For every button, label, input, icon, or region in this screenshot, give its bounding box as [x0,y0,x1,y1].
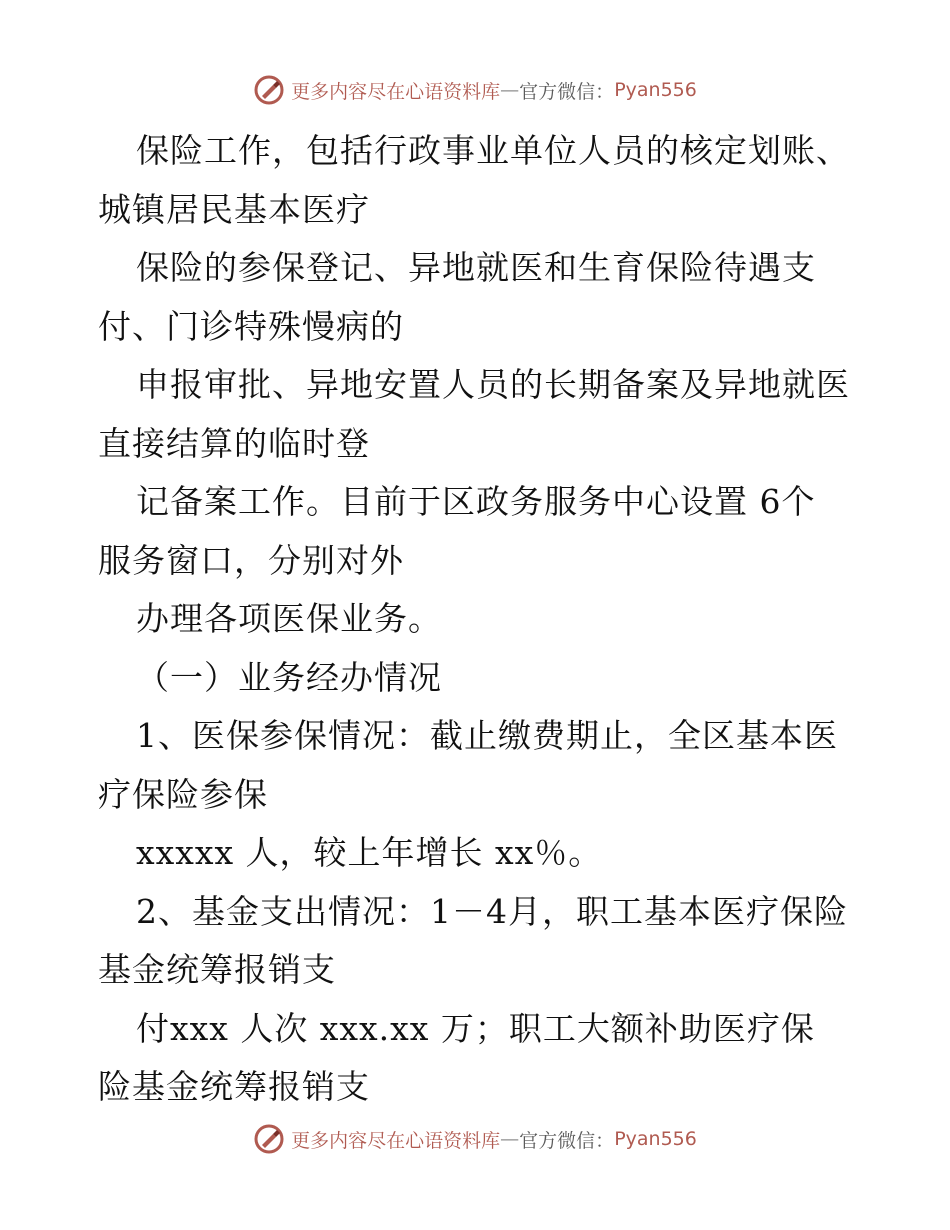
text-line: 保险的参保登记、异地就医和生育保险待遇支 [136,248,816,287]
text-line: 付xxx 人次 xxx.xx 万；职工大额补助医疗保 [136,1008,815,1048]
text-line: 基金统筹报销支 [98,950,336,989]
page-header-banner [0,70,950,110]
logo-icon [253,1123,285,1155]
logo-icon [253,74,285,106]
banner-wechat-label: 官方微信： [519,80,615,103]
text-line: 申报审批、异地安置人员的长期备案及异地就医 [136,365,850,404]
page-footer-banner [0,1119,950,1159]
banner-dash: — [500,79,520,101]
text-line: 保险工作，包括行政事业单位人员的核定划账、 [136,131,850,170]
text-line: 险基金统筹报销支 [98,1067,370,1106]
text-line: 付、门诊特殊慢病的 [98,306,404,346]
text-line: xxxxx 人，较上年增长 xx％。 [136,833,603,872]
text-line: 办理各项医保业务。 [136,599,442,638]
text-line: 记备案工作。目前于区政务服务中心设置 6个 [136,482,816,521]
text-line: 2、基金支出情况：1－4月，职工基本医疗保险 [136,891,848,931]
text-line: 城镇居民基本医疗 [98,189,370,229]
banner-wechat-label: 官方微信： [519,1129,615,1152]
text-line: 直接结算的临时登 [98,423,370,463]
document-body [98,122,858,1117]
banner-wechat-id: Pyan556 [614,79,697,101]
banner-brand: 更多内容尽在心语资料库 [291,1129,501,1152]
banner-brand: 更多内容尽在心语资料库 [291,80,501,103]
text-line: 疗保险参保 [98,774,268,814]
text-line: 服务窗口，分别对外 [98,540,404,580]
text-line: （一）业务经办情况 [136,657,442,697]
banner-wechat-id: Pyan556 [614,1128,697,1150]
banner-dash: — [500,1128,520,1150]
text-line: 1、医保参保情况：截止缴费期止，全区基本医 [136,716,838,755]
